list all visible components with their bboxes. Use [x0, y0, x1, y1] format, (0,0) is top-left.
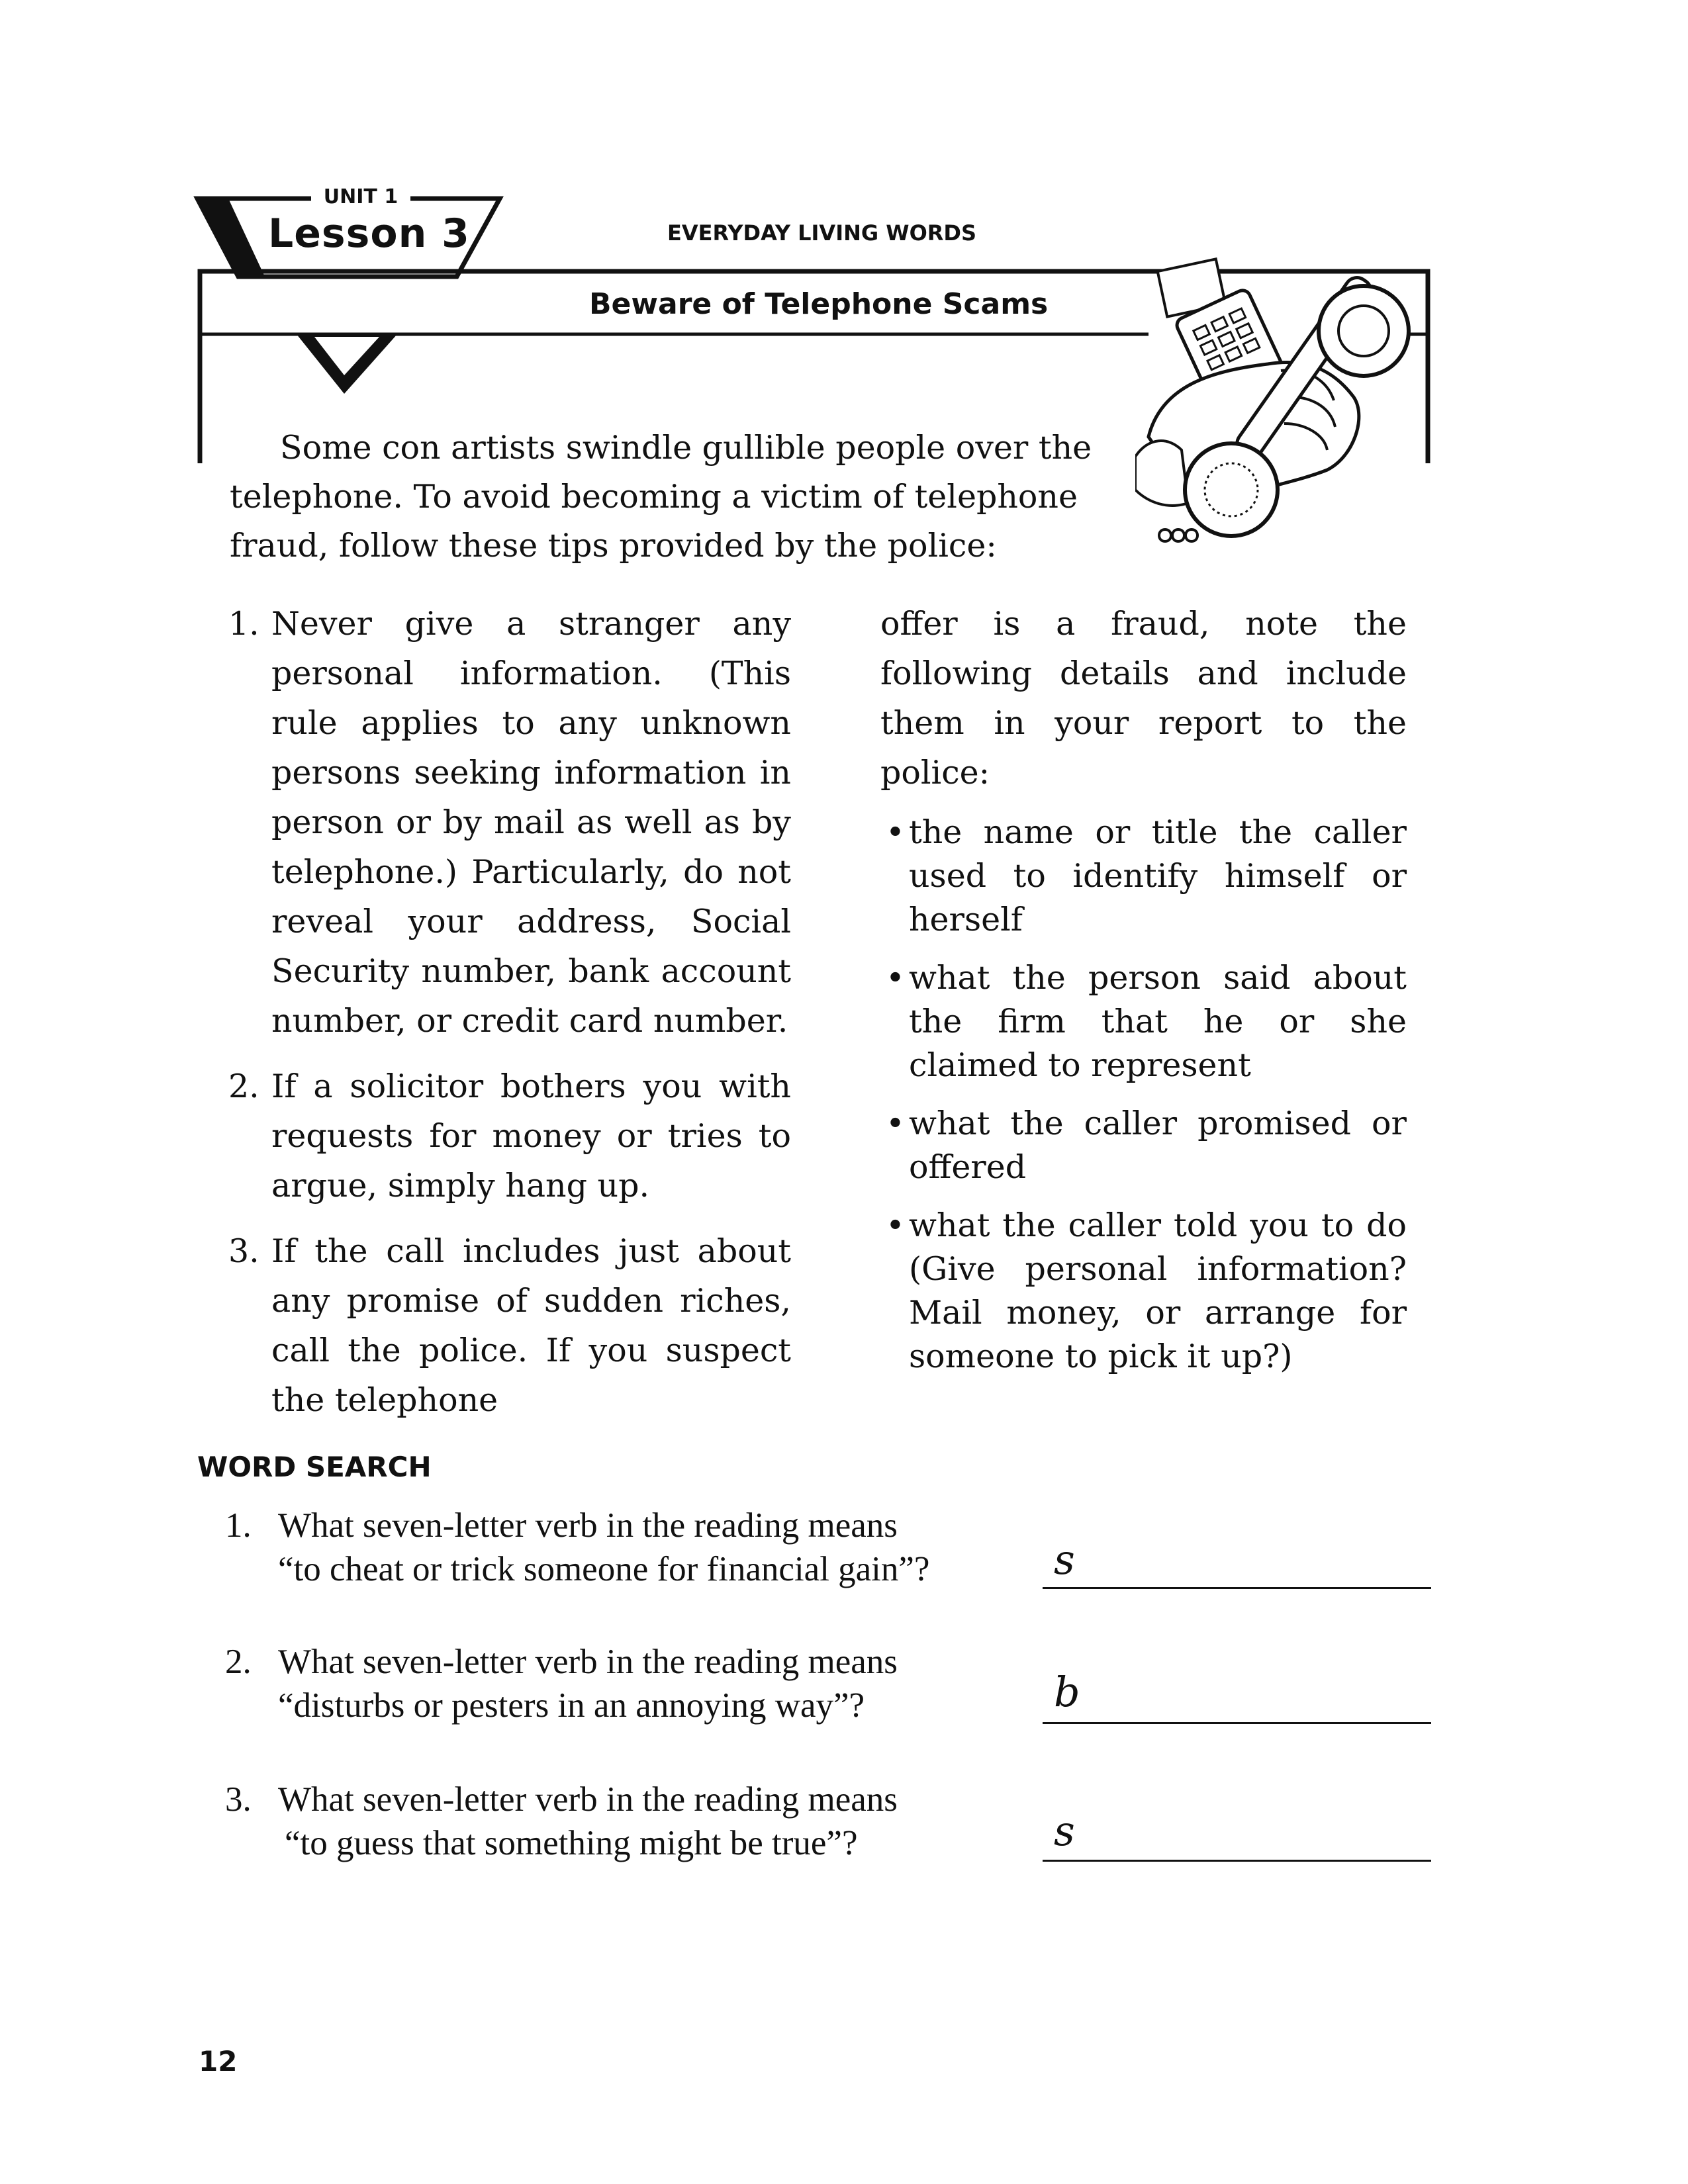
- tip-number: 2.: [228, 1068, 259, 1105]
- details-list: [880, 811, 1407, 1379]
- unit-label: UNIT 1: [311, 185, 410, 208]
- answer-hint-letter: s: [1054, 1807, 1075, 1855]
- answer-line-2[interactable]: [1043, 1722, 1431, 1724]
- page-number: 12: [199, 2045, 238, 2077]
- bullet-icon: •: [886, 1105, 905, 1142]
- tips-list: [228, 599, 791, 1425]
- question-number: 3.: [225, 1780, 252, 1819]
- bullet-icon: •: [886, 813, 905, 851]
- question-line-2: “to cheat or trick someone for financial gain”?: [278, 1550, 930, 1588]
- question-line-2: “to guess that something might be true”?: [285, 1824, 858, 1862]
- question-line-1: What seven-letter verb in the reading means: [278, 1780, 898, 1819]
- phone-cord: [1159, 529, 1197, 541]
- question-number: 2.: [225, 1643, 252, 1681]
- answer-hint-letter: b: [1054, 1668, 1080, 1716]
- tip-item: [228, 599, 791, 1046]
- tip-item: [228, 1226, 791, 1425]
- question-line-2: “disturbs or pesters in an annoying way”?: [278, 1686, 865, 1725]
- tip-text: If the call includes just about any promise of sudden riches, call the police. If you suspect the telephone: [271, 1232, 791, 1419]
- question-text: [278, 1504, 1271, 1591]
- tip-number: 3.: [228, 1232, 259, 1270]
- tip-continuation: offer is a fraud, note the following details and include them in your report to the police:: [880, 605, 1407, 792]
- question-number: 1.: [225, 1506, 252, 1545]
- intro-paragraph: [230, 424, 1103, 570]
- telephone-icon: [1135, 238, 1440, 569]
- detail-item: [880, 1204, 1407, 1379]
- word-search-heading: WORD SEARCH: [197, 1451, 432, 1483]
- earpiece-center: [1338, 306, 1389, 356]
- tip-number: 1.: [228, 605, 259, 643]
- question-1: [225, 1504, 1046, 1596]
- reading-title: Beware of Telephone Scams: [589, 287, 1049, 321]
- section-label: EVERYDAY LIVING WORDS: [667, 220, 977, 246]
- intro-text: Some con artists swindle gullible people over the telephone. To avoid becoming a victim of telephone fraud, follow these tips provided by the police:: [230, 429, 1092, 565]
- detail-item: [880, 811, 1407, 942]
- lesson-title: Lesson 3: [268, 210, 470, 257]
- tip-text: If a solicitor bothers you with requests for money or tries to argue, simply hang up.: [271, 1068, 791, 1205]
- hand-sleeve: [1135, 441, 1188, 506]
- answer-hint-letter: s: [1054, 1535, 1075, 1584]
- mouthpiece-grille: [1205, 463, 1258, 516]
- question-text: [278, 1778, 1271, 1865]
- tips-column-left: [228, 599, 791, 1441]
- bullet-icon: •: [886, 959, 905, 997]
- question-3: [225, 1778, 1046, 1870]
- tips-column-right: [880, 599, 1407, 1393]
- question-text: [278, 1640, 1271, 1727]
- detail-text: what the caller told you to do (Give personal information? Mail money, or arrange for someone to pick it up?): [909, 1206, 1407, 1375]
- detail-item: [880, 1102, 1407, 1189]
- detail-text: what the caller promised or offered: [909, 1105, 1407, 1186]
- tip-text: Never give a stranger any personal information. (This rule applies to any unknown persons seeking information in person or by mail as well as by telephone.) Particularly, do not reveal your address, Social Security number, bank account number, or credit card number.: [271, 605, 791, 1040]
- question-line-1: What seven-letter verb in the reading means: [278, 1506, 898, 1545]
- answer-line-1[interactable]: [1043, 1587, 1431, 1589]
- detail-text: what the person said about the firm that he or she claimed to represent: [909, 959, 1407, 1084]
- answer-line-3[interactable]: [1043, 1860, 1431, 1862]
- detail-item: [880, 956, 1407, 1087]
- question-line-1: What seven-letter verb in the reading means: [278, 1643, 898, 1681]
- question-2: [225, 1640, 1046, 1733]
- bullet-icon: •: [886, 1206, 905, 1244]
- tip-item: [228, 1062, 791, 1210]
- detail-text: the name or title the caller used to identify himself or herself: [909, 813, 1407, 938]
